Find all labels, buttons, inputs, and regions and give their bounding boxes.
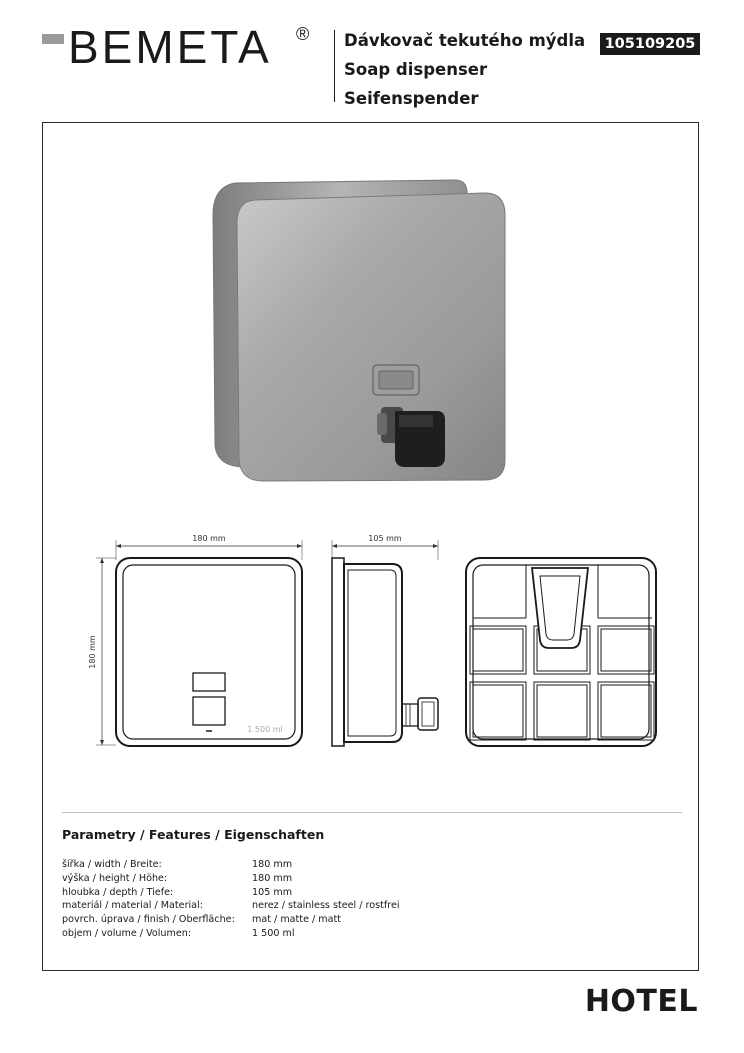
spec-label: šířka / width / Breite:	[62, 859, 162, 870]
category-label: HOTEL	[584, 984, 698, 1019]
front-view-drawing	[88, 534, 302, 746]
spec-label: objem / volume / Volumen:	[62, 927, 192, 939]
spec-label: povrch. úprava / finish / Oberfläche:	[62, 914, 235, 926]
brand-logo-mark	[42, 34, 64, 44]
header-divider	[334, 30, 335, 102]
spec-value: nerez / stainless steel / rostfrei	[252, 900, 400, 912]
spec-value: 180 mm	[252, 859, 293, 870]
spec-value: 180 mm	[252, 872, 293, 884]
spec-value: mat / matte / matt	[252, 914, 342, 926]
spec-label: výška / height / Höhe:	[62, 872, 168, 884]
product-titles	[344, 26, 585, 113]
title-en: Soap dispenser	[344, 60, 488, 79]
back-view-drawing	[466, 558, 656, 746]
side-view-drawing	[332, 534, 438, 746]
title-de: Seifenspender	[344, 89, 479, 108]
spec-row	[62, 927, 482, 941]
technical-drawings	[80, 520, 670, 765]
spec-value: 1 500 ml	[252, 927, 295, 939]
width-dimension-label: 180 mm	[192, 534, 226, 543]
spec-row	[62, 899, 482, 913]
product-photo	[205, 175, 511, 485]
height-dimension-label: 180 mm	[88, 635, 97, 669]
registered-mark: ®	[296, 24, 310, 44]
specs-table	[62, 858, 482, 941]
title-cz: Dávkovač tekutého mýdla	[344, 31, 586, 50]
spec-row	[62, 858, 482, 872]
section-divider	[62, 812, 682, 813]
spec-value: 105 mm	[252, 886, 293, 898]
depth-dimension-label: 105 mm	[368, 534, 402, 543]
spec-row	[62, 913, 482, 927]
spec-row	[62, 886, 482, 900]
spec-label: hloubka / depth / Tiefe:	[62, 886, 174, 898]
volume-marking: 1 500 ml	[247, 725, 283, 734]
spec-label: materiál / material / Material:	[62, 900, 203, 912]
product-code-badge: 105109205	[600, 33, 700, 55]
spec-row	[62, 872, 482, 886]
brand-logo: BEMETA	[68, 21, 272, 73]
specs-heading: Parametry / Features / Eigenschaften	[62, 827, 325, 842]
